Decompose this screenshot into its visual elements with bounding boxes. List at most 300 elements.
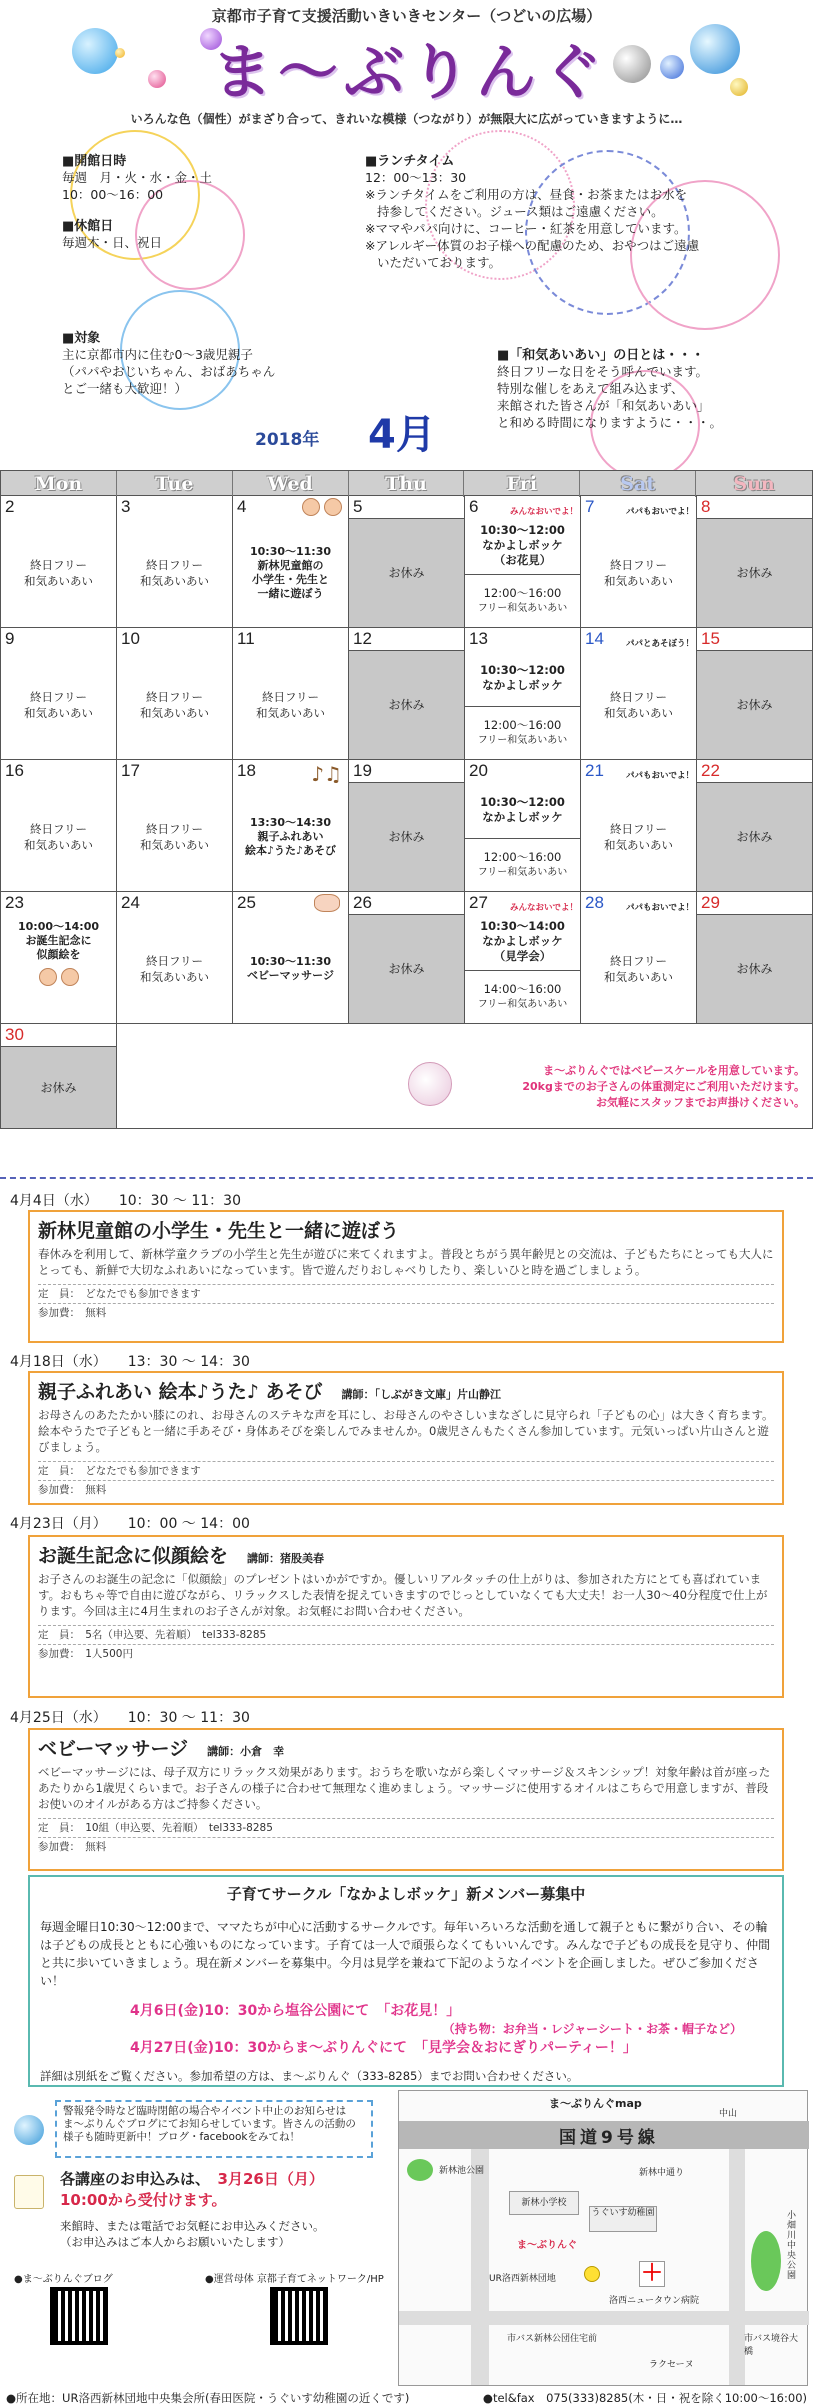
circle-text: 毎週金曜日10:30〜12:00まで、ママたちが中心に活動するサークルです。毎年いろいろな活動を通して親子ともに繋がり合い、その輪は子どもの成長とともに心強いものになっています。子育ては一人で頑張らなくてもいいんです。みんなで子どもの成長を見守り、仲間と共に歩いていきましょう。現在新メンバーを募集中。今月は見学を兼ねて下記のようなイベントを企画しました。ぜひご参加ください！ [40,1920,771,1988]
calendar-day [349,496,465,628]
day-content [117,650,232,759]
map-title: ま〜ぶりんぐmap [549,2097,642,2110]
day-content [581,782,696,891]
telephone: ●tel&fax 075(333)8285(木・日・祝を除く10:00〜16:00) [482,2391,807,2405]
calendar-day [233,628,349,760]
blog-qr-code[interactable] [50,2287,108,2345]
calendar-day [349,892,465,1024]
closed-days: 毎週木・日、祝日 [62,235,163,250]
event-slot [465,518,580,575]
event-time: 13:30〜14:30 [249,815,332,829]
scale-note [480,1063,805,1111]
apply-note: 来館時、または電話でお気軽にお申込みください。 [60,2219,325,2233]
day-number: 25 [237,893,256,912]
event-time: 10:30〜12:00 [480,794,565,809]
calendar-day [465,628,581,760]
day-header-fri: Fri [464,471,580,497]
event-title: 新林児童館の小学生・先生と一緒に遊ぼう [38,1220,400,1242]
closed-label: お休み [388,962,425,976]
lunch-note: ※アレルギー体質のお子様への配慮のため、おやつはご遠慮 [365,238,700,253]
wakiai-line: 来館された皆さんが「和気あいあい」 [497,398,710,413]
hours-days: 毎週 月・火・水・金・土 [62,170,213,185]
event-title: 親子ふれあい 絵本♪うた♪ あそび [38,1381,323,1403]
free-label: 終日フリー [29,821,88,836]
footer-bar [0,2390,813,2408]
event-badge: パパもおいでよ！ [625,770,694,780]
free-label: 終日フリー [29,689,88,704]
baby-scale-icon [408,1062,452,1106]
calendar-day [465,760,581,892]
day-header-wed: Wed [233,471,349,497]
children-icon [37,968,81,990]
smiley-icon [584,2266,600,2282]
map-road-label: 国道9号線 [559,2128,659,2148]
event-badge: みんなおいでよ！ [509,902,578,912]
wakiai-label: 和気あいあい [24,705,93,720]
event-fee: 参加費： 無料 [38,1480,774,1499]
calendar-day [117,892,233,1024]
wakiai-label: 和気あいあい [140,573,209,588]
event-lecturer: 講師：「しぶがき文庫」片山静江 [341,1388,501,1401]
bubble-decoration [115,48,125,58]
day-content [349,914,464,1023]
bubble-decoration [148,70,166,88]
event-time: 10:00〜14:00 [17,920,100,933]
baby-icon [312,894,342,915]
lunch-note: いただいております。 [377,255,502,270]
event-card [28,1728,784,1871]
network-qr-code[interactable] [270,2287,328,2345]
day-content [233,650,348,759]
event-time: 10:30〜11:30 [249,954,332,968]
day-number: 4 [237,497,247,516]
calendar-day [117,496,233,628]
day-content [117,518,232,627]
day-content [465,650,580,759]
bubble-decoration [730,78,748,96]
lunch-time: 12：00〜13：30 [365,170,467,185]
day-header-sun: Sun [733,473,775,495]
day-number [465,496,580,518]
day-header-thu: Thu [349,471,465,497]
map-label: 洛西ニュータウン病院 [609,2296,700,2306]
day-content [581,518,696,627]
event-text: 小学生・先生と [252,572,329,586]
event-title-row [38,1377,774,1404]
map-road [471,2149,489,2385]
day-number: 12 [353,629,372,648]
closed-label: お休み [736,962,773,976]
lunch-note: ※ママやパパ向けに、コーヒー・紅茶を用意しています。 [365,221,687,236]
hours-heading: ■開館日時 [62,154,127,169]
wakiai-label: 和気あいあい [140,837,209,852]
event-card [28,1371,784,1505]
day-content [1,782,116,891]
event-description: お母さんのあたたかい膝にのれ、お母さんのステキな声を耳にし、お母さんのやさしいまなざしに見守られ「子どもの心」は大きく育ちます。絵本やうたで子どもと一緒に手あそび・身体あそびを楽しんでみませんか。0歳児さんもたくさん参加しています。元気いっぱい片山さんと遊びましょう。 [38,1408,774,1454]
event-date: 4月23日（月） 10：00 〜 14：00 [10,1516,250,1532]
access-map [398,2090,808,2386]
free-time: 12:00〜16:00 [483,849,562,864]
music-icon: ♪♫ [311,762,342,786]
scale-note-line: ま〜ぶりんぐではベビースケールを用意しています。 [543,1064,805,1077]
warning-box [55,2100,373,2158]
wakiai-label: 和気あいあい [140,969,209,984]
event-text: お誕生記念に [25,934,92,947]
lunch-note: 持参してください。ジュース類はご遠慮ください。 [377,204,664,219]
lunch-block [365,150,699,271]
event-title-row [38,1734,774,1761]
calendar-day [1,628,117,760]
day-number [581,628,696,650]
scale-note-line: お気軽にスタッフまでお声掛けください。 [596,1096,805,1109]
map-label: ラクセーヌ [649,2360,694,2370]
day-number: 20 [469,761,488,780]
address: ●所在地：UR洛西新林団地中央集会所(春田医院・うぐいす幼稚園の近くです) [6,2391,410,2405]
event-date: 4月25日（水） 10：30 〜 11：30 [10,1710,250,1726]
free-text: フリー和気あいあい [477,998,568,1010]
event-time: 10:30〜12:00 [480,523,565,538]
event-text: 似顔絵を [36,948,81,961]
day-number: 26 [353,893,372,912]
day-number: 23 [5,893,24,912]
calendar-week [0,760,813,892]
day-number: 16 [5,761,24,780]
day-content [349,518,464,627]
circle-event: 4月27日(金)10：30からま〜ぶりんぐにて 「見学会＆おにぎりパーティー！」 [130,2040,637,2056]
wakiai-label: 和気あいあい [604,969,673,984]
day-number [581,892,696,914]
calendar-day [1,892,117,1024]
map-label: 新林小学校 [509,2191,579,2215]
free-label: 終日フリー [261,689,320,704]
hospital-cross-icon: ＋ [640,2261,663,2286]
calendar-day [233,892,349,1024]
event-lecturer: 講師：猪股美春 [247,1552,325,1565]
event-text: なかよしボッケ [482,538,563,553]
day-number: 5 [353,497,363,516]
day-content [581,650,696,759]
event-text: 新林児童館の [257,558,324,572]
free-label: 終日フリー [145,953,204,968]
day-content [465,782,580,891]
event-text: なかよしボッケ [482,809,563,824]
bubble-decoration [690,24,740,74]
calendar-day [117,760,233,892]
apply-line [60,2168,380,2189]
calendar-day [465,892,581,1024]
day-number-text: 21 [585,761,604,780]
event-text: ベビーマッサージ [247,968,334,982]
closed-label: お休み [388,830,425,844]
event-title: お誕生記念に似顔絵を [38,1545,229,1567]
event-text: 一緒に遊ぼう [257,586,324,600]
map-label: 中山 [719,2109,738,2119]
calendar-day [581,892,697,1024]
hours-time: 10：00〜16：00 [62,187,164,202]
calendar-day [117,628,233,760]
free-time: 12:00〜16:00 [483,585,562,600]
map-label: 新林池公園 [439,2166,485,2176]
event-text: （お花見） [493,553,552,568]
tagline: いろんな色（個性）がまざり合って、きれいな模様（つながり）が無限大に広がっていきますように… [130,112,683,126]
hours-block [62,150,212,251]
memo-icon [14,2175,44,2209]
calendar-year: 2018年 [255,430,320,450]
calendar-week [0,628,813,760]
wakiai-line: 終日フリーな日をそう呼んでいます。 [497,364,709,379]
closed-label: お休み [736,566,773,580]
event-time: 10:30〜12:00 [480,662,565,677]
day-content [349,782,464,891]
event-description: 春休みを利用して、新林学童クラブの小学生と先生が遊びに来てくれますよ。普段とちがう異年齢児との交流は、子どもたちにとっても大人にとっても、新鮮で大切なふれあいになっています。皆で遊んだりおしゃべりしたり、楽しいひと時を過ごしましょう。 [38,1247,774,1277]
map-label: 小畑川中央公園 [787,2211,797,2281]
apply-date: 3月26日（月） [217,2170,324,2188]
day-number: 8 [701,497,711,516]
calendar-day [1,496,117,628]
day-number: 15 [701,629,720,648]
wakiai-line: と和める時間になりますように・・・。 [497,415,723,430]
day-header-tue: Tue [117,471,233,497]
circle-recruit-box [28,1875,784,2087]
calendar-day [697,892,813,1024]
target-line: とご一緒も大歓迎！） [62,381,188,396]
event-badge: パパとあそぼう！ [625,638,694,648]
event-date: 4月4日（水） 10：30 〜 11：30 [10,1193,241,1209]
calendar-week [0,892,813,1024]
event-text: 絵本♪うた♪あそび [244,843,337,857]
park-icon [751,2231,781,2291]
day-content [117,782,232,891]
free-label: 終日フリー [609,953,668,968]
day-number: 11 [237,629,255,648]
event-lecturer: 講師：小倉 幸 [207,1745,285,1758]
map-label: 市バス境谷大橋 [744,2334,799,2357]
day-header-mon: Mon [1,471,117,497]
target-line: 主に京都市内に住む0〜3歳児親子 [62,347,253,362]
day-content [117,914,232,1023]
section-divider [0,1177,813,1179]
day-number: 24 [121,893,140,912]
day-content [581,914,696,1023]
day-content [1,1046,116,1128]
bubble-decoration [72,28,118,74]
event-capacity: 定 員： 5名（申込要、先着順） tel333-8285 [38,1625,774,1644]
bubble-decoration [660,55,684,79]
free-time: 12:00〜16:00 [483,717,562,732]
apply-note: （お申込みはご本人からお願いいたします） [60,2235,290,2249]
day-number-text: 27 [469,893,488,912]
event-slot [465,782,580,839]
wakiai-label: 和気あいあい [24,573,93,588]
free-text: フリー和気あいあい [477,734,568,746]
day-number: 10 [121,629,140,648]
day-content [697,782,812,891]
lunch-heading: ■ランチタイム [365,154,455,169]
lunch-note: ※ランチタイムをご利用の方は、昼食・お茶またはお水を [365,187,688,202]
wakiai-heading: ■「和気あいあい」の日とは・・・ [497,348,705,363]
wakiai-label: 和気あいあい [24,837,93,852]
free-label: 終日フリー [29,557,88,572]
day-content [465,518,580,627]
day-content [349,650,464,759]
day-number: 30 [5,1025,24,1044]
calendar-day [581,628,697,760]
free-slot [465,707,580,759]
park-icon [407,2159,433,2181]
event-title: ベビーマッサージ [38,1738,189,1760]
day-header-sat: Sat [580,471,696,497]
event-description: お子さんのお誕生の記念に「似顔絵」のプレゼントはいかがですか。優しいリアルタッチの仕上がりは、参加された方にとても喜ばれています。おもちゃ等で自由に遊びながら、リラックスした表情を捉えていきますのでじっとしていなくても大丈夫！お一人30〜40分程度で仕上がります。今回は主に4月生まれのお子さんが対象。お気軽にお問い合わせください。 [38,1572,768,1618]
calendar-day [233,496,349,628]
calendar [0,470,813,1129]
wakiai-block [497,344,722,431]
apply-title: 各講座のお申込みは、 [60,2170,203,2188]
day-content [1,650,116,759]
day-number: 3 [121,497,131,516]
free-time: 14:00〜16:00 [483,981,562,996]
wakiai-label: 和気あいあい [604,837,673,852]
map-label: 新林中通り [639,2168,685,2178]
closed-label: お休み [388,698,425,712]
calendar-day [697,760,813,892]
circle-event-note: （持ち物：お弁当・レジャーシート・お茶・帽子など） [442,2022,742,2036]
map-label: 市バス新林公団住宅前 [507,2334,598,2344]
wakiai-label: 和気あいあい [140,705,209,720]
free-label: 終日フリー [609,689,668,704]
calendar-header [0,470,813,496]
closed-label: お休み [736,830,773,844]
event-date: 4月18日（水） 13：30 〜 14：30 [10,1354,250,1370]
event-text: 親子ふれあい [257,829,324,843]
event-text: なかよしボッケ [482,677,563,692]
event-badge: パパもおいでよ！ [625,506,694,516]
free-slot [465,839,580,891]
circle-title: 子育てサークル「なかよしボッケ」新メンバー募集中 [226,1885,586,1903]
event-badge: みんなおいでよ！ [509,506,578,516]
day-number [581,496,696,518]
day-number: 13 [469,629,488,648]
day-content [233,518,348,627]
calendar-day [349,628,465,760]
day-number [581,760,696,782]
event-fee: 参加費： 1人500円 [38,1644,774,1663]
calendar-day [349,760,465,892]
target-heading: ■対象 [62,331,101,346]
closed-label: お休み [40,1080,77,1095]
free-label: 終日フリー [145,689,204,704]
day-number: 2 [5,497,15,516]
calendar-week [0,496,813,628]
wakiai-line: 特別な催しをあえて組み込まず、 [497,381,684,396]
event-title-row [38,1541,774,1568]
event-time: 10:30〜14:00 [480,919,565,934]
day-number-text: 14 [585,629,604,648]
day-number: 19 [353,761,372,780]
wakiai-label: 和気あいあい [256,705,325,720]
day-number: 22 [701,761,720,780]
event-capacity: 定 員： どなたでも参加できます [38,1284,774,1303]
day-content [1,914,116,1023]
target-line: （パパやおじいちゃん、おばあちゃん [62,364,276,379]
organization-name: 京都市子育て支援活動いきいきセンター（つどいの広場） [211,7,602,25]
children-icon [300,498,344,519]
day-content [1,518,116,627]
event-badge: パパもおいでよ！ [625,902,694,912]
free-text: フリー和気あいあい [477,866,568,878]
calendar-day [581,496,697,628]
circle-event: 4月6日(金)10：30から塩谷公園にて 「お花見！」 [130,2003,461,2019]
event-time: 10:30〜11:30 [249,544,332,558]
day-number: 9 [5,629,15,648]
day-content [465,914,580,1023]
scale-note-line: 20kgまでのお子さんの体重測定にご利用いただけます。 [522,1080,805,1093]
day-content [233,914,348,1023]
closed-label: お休み [388,566,425,580]
free-label: 終日フリー [145,821,204,836]
calendar-day [697,628,813,760]
page-title: ま〜ぶりんぐ [212,38,608,108]
day-number-text: 7 [585,497,595,516]
free-label: 終日フリー [609,557,668,572]
day-content [697,650,812,759]
calendar-day [465,496,581,628]
calendar-day [1,760,117,892]
event-slot [465,914,580,971]
free-label: 終日フリー [609,821,668,836]
day-content [697,518,812,627]
event-fee: 参加費： 無料 [38,1303,774,1322]
map-road [399,2311,809,2325]
target-block [62,327,275,397]
map-label: うぐいす幼稚園 [589,2206,657,2232]
event-card [28,1535,784,1698]
event-text: （見学会） [493,949,552,964]
wakiai-label: 和気あいあい [604,573,673,588]
day-content [697,914,812,1023]
event-fee: 参加費： 無料 [38,1837,774,1856]
day-number [465,892,580,914]
day-number: 29 [701,893,720,912]
calendar-day [233,760,349,892]
globe-icon [14,2115,44,2145]
apply-start: 10:00から受付けます。 [60,2191,227,2209]
event-capacity: 定 員： 10組（申込要、先着順） tel333-8285 [38,1818,774,1837]
day-number-text: 6 [469,497,479,516]
blog-label: ●ま〜ぶりんぐブログ [14,2274,113,2285]
apply-block [60,2168,380,2250]
closed-label: お休み [736,698,773,712]
calendar-day [1,1024,117,1129]
event-slot [465,650,580,707]
free-label: 終日フリー [145,557,204,572]
day-number: 18 [237,761,256,780]
wakiai-label: 和気あいあい [604,705,673,720]
calendar-day [697,496,813,628]
event-description: ベビーマッサージには、母子双方にリラックス効果があります。おうちを歌いながら楽しくマッサージ＆スキンシップ！対象年齢は首が座ったあたりから1歳児くらいまで。お子さんの様子に合わせて無理なく進めましょう。マッサージに使用するオイルはこちらで用意しますが、普段お使いのオイルがある方はご持参ください。 [38,1765,771,1811]
event-capacity: 定 員： どなたでも参加できます [38,1461,774,1480]
map-road [729,2149,745,2385]
circle-contact: 詳細は別紙をご覧ください。参加希望の方は、ま〜ぶりんぐ（333-8285）までお問い合わせください。 [40,2069,579,2083]
day-content [233,782,348,891]
event-text: なかよしボッケ [482,934,563,949]
free-slot [465,971,580,1023]
map-center-label: ま〜ぶりんぐ [517,2240,577,2251]
free-slot [465,575,580,627]
network-label: ●運営母体 京都子育てネットワーク/HP [205,2274,384,2285]
free-text: フリー和気あいあい [477,602,568,614]
closed-heading: ■休館日 [62,219,114,234]
event-card [28,1210,784,1343]
